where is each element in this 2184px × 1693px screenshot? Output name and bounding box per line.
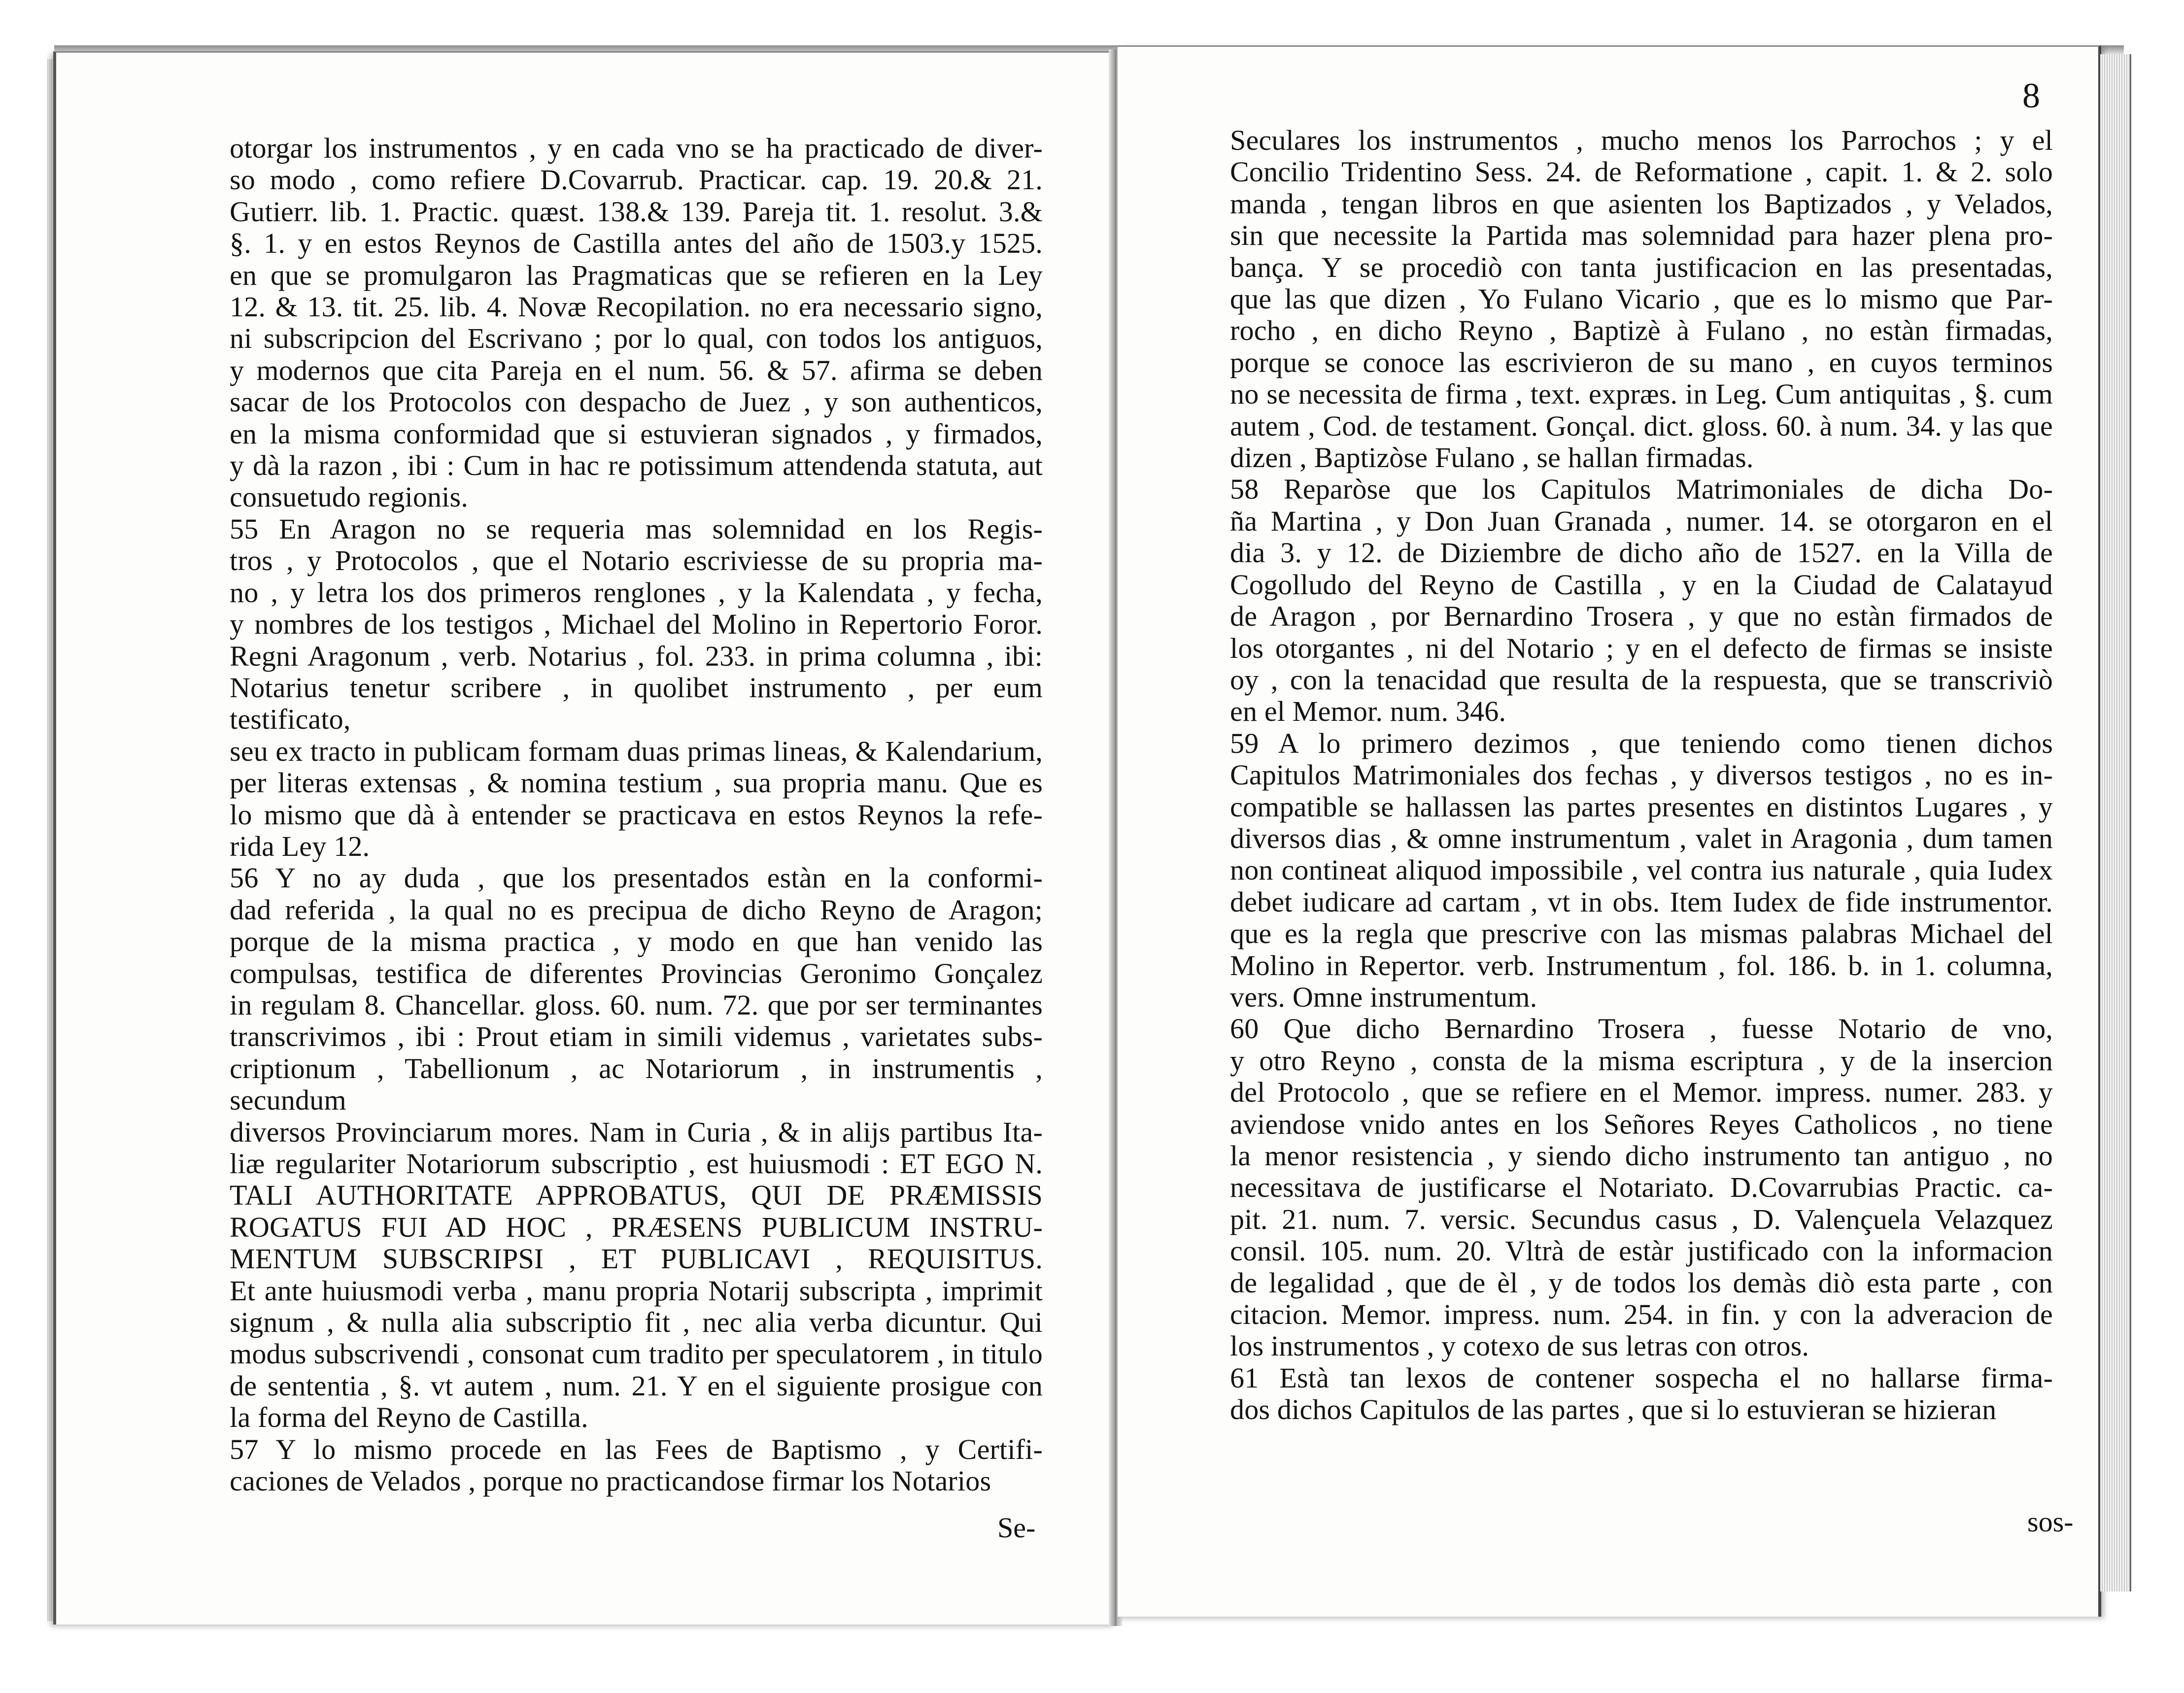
left-page-text-line: seu ex tracto in publicam formam duas primas lineas, & Kalendarium,	[230, 735, 1043, 767]
right-page-edges	[2100, 54, 2131, 1591]
left-page-text-line: y dà la razon , ibi : Cum in hac re potissimum attendenda statuta, aut	[230, 449, 1043, 482]
right-page-text-line: oy , con la tenacidad que resulta de la respuesta, que se transcriviò	[1230, 663, 2053, 696]
right-page-text-line: 58 Reparòse que los Capitulos Matrimoniales de dicha Do-	[1230, 473, 2053, 506]
left-page-text-line: no , y letra los dos primeros renglones , y la Kalendata , y fecha,	[230, 576, 1043, 609]
right-page-text-line: Molino in Repertor. verb. Instrumentum , fol. 186. b. in 1. columna,	[1230, 949, 2053, 982]
left-page-text-line: ni subscripcion del Escrivano ; por lo qual, con todos los antiguos,	[230, 322, 1043, 355]
left-page-text-line: en que se promulgaron las Pragmaticas que se refieren en la Ley	[230, 259, 1043, 291]
left-page-text-line: porque de la misma practica , y modo en que han venido las	[230, 925, 1043, 958]
right-page-text-line: no se necessita de firma , text. expræs. in Leg. Cum antiquitas , §. cum	[1230, 378, 2053, 410]
right-page-text-line: manda , tengan libros en que asienten los Baptizados , y Velados,	[1230, 187, 2053, 220]
right-page-text-line: bança. Y se procediò con tanta justificacion en las presentadas,	[1230, 251, 2053, 283]
right-page-text-line: del Protocolo , que se refiere en el Memor. impress. numer. 283. y	[1230, 1076, 2053, 1109]
left-page-text-line: 56 Y no ay duda , que los presentados estàn en la conformi-	[230, 862, 1043, 894]
right-page-text-line: dizen , Baptizòse Fulano , se hallan firmadas.	[1230, 441, 1754, 474]
left-page-text-line: signum , & nulla alia subscriptio fit , nec alia verba dicuntur. Qui	[230, 1306, 1043, 1339]
right-page-text-line: 59 A lo primero dezimos , que teniendo como tienen dichos	[1230, 727, 2053, 759]
left-page-text-line: Notarius tenetur scribere , in quolibet instrumento , per eum testificato,	[230, 671, 1043, 736]
left-page-text-line: rida Ley 12.	[230, 830, 370, 862]
left-page-text-line: ROGATUS FUI AD HOC , PRÆSENS PUBLICUM INSTRU-	[230, 1211, 1043, 1243]
left-page-text-line: 12. & 13. tit. 25. lib. 4. Novæ Recopilation. no era necessario signo,	[230, 291, 1043, 323]
left-page-text-line: y nombres de los testigos , Michael del Molino in Repertorio Foror.	[230, 608, 1043, 641]
left-page-text-line: per literas extensas , & nomina testium , sua propria manu. Que es	[230, 767, 1043, 799]
left-page-text-line: diversos Provinciarum mores. Nam in Curia , & in alijs partibus Ita-	[230, 1116, 1043, 1148]
left-page-text-line: Regni Aragonum , verb. Notarius , fol. 233. in prima columna , ibi:	[230, 640, 1043, 672]
left-page-text-line: TALI AUTHORITATE APPROBATUS, QUI DE PRÆMISSIS	[230, 1179, 1043, 1212]
right-page-text-line: los instrumentos , y cotexo de sus letras con otros.	[1230, 1330, 1809, 1362]
right-page-text-line: citacion. Memor. impress. num. 254. in fin. y con la adveracion de	[1230, 1298, 2053, 1331]
right-page-text-line: compatible se hallassen las partes presentes en distintos Lugares , y	[1230, 790, 2053, 823]
right-page-text-line: Concilio Tridentino Sess. 24. de Reformatione , capit. 1. & 2. solo	[1230, 156, 2053, 188]
left-page-text-line: tros , y Protocolos , que el Notario escriviesse de su propria ma-	[230, 544, 1043, 577]
left-page-text-line: la forma del Reyno de Castilla.	[230, 1401, 588, 1434]
left-page-text-line: consuetudo regionis.	[230, 481, 469, 513]
left-page-text-line: modus subscrivendi , consonat cum tradito per speculatorem , in titulo	[230, 1338, 1043, 1370]
right-page-text-line: de Aragon , por Bernardino Trosera , y que no estàn firmados de	[1230, 600, 2053, 633]
right-page-text-line: sin que necessite la Partida mas solemnidad para hazer plena pro-	[1230, 219, 2053, 252]
left-page-text-line: criptionum , Tabellionum , ac Notariorum , in instrumentis , secundum	[230, 1052, 1043, 1117]
left-page-text-line: y modernos que cita Pareja en el num. 56. & 57. afirma se deben	[230, 354, 1043, 386]
left-page-text-line: in regulam 8. Chancellar. gloss. 60. num. 72. que por ser terminantes	[230, 988, 1043, 1021]
left-page-text-line: so modo , como refiere D.Covarrub. Practicar. cap. 19. 20.& 21.	[230, 164, 1043, 196]
left-catchword: Se-	[997, 1512, 1036, 1544]
left-page-text-line: de sententia , §. vt autem , num. 21. Y en el siguiente prosigue con	[230, 1369, 1043, 1402]
right-page-text-line: 61 Està tan lexos de contener sospecha el no hallarse firma-	[1230, 1361, 2053, 1394]
left-page-text-line: transcrivimos , ibi : Prout etiam in simili videmus , varietates subs-	[230, 1020, 1043, 1053]
right-page-text-line: de legalidad , que de èl , y de todos los demàs diò esta parte , con	[1230, 1266, 2053, 1299]
left-page-text-line: otorgar los instrumentos , y en cada vno se ha practicado de diver-	[230, 132, 1043, 164]
right-page-text-line: rocho , en dicho Reyno , Baptizè à Fulano , no estàn firmadas,	[1230, 314, 2053, 347]
right-page-text-line: dia 3. y 12. de Diziembre de dicho año de 1527. en la Villa de	[1230, 537, 2053, 569]
right-page-text-line: que es la regla que prescrive con las mismas palabras Michael del	[1230, 917, 2053, 950]
right-page-text-line: los otorgantes , ni del Notario ; y en el defecto de firmas se insiste	[1230, 632, 2053, 664]
left-page-text-line: lo mismo que dà à entender se practicava en estos Reynos la refe-	[230, 798, 1043, 831]
left-page-text-line: §. 1. y en estos Reynos de Castilla antes del año de 1503.y 1525.	[230, 227, 1043, 260]
left-page-text-line: Et ante huiusmodi verba , manu propria Notarij subscripta , imprimit	[230, 1274, 1043, 1307]
right-page-text-line: Seculares los instrumentos , mucho menos los Parrochos ; y el	[1230, 124, 2053, 156]
right-page-text-line: pit. 21. num. 7. versic. Secundus casus , D. Valençuela Velazquez	[1230, 1203, 2053, 1235]
left-page-text-line: 55 En Aragon no se requeria mas solemnidad en los Regis-	[230, 512, 1043, 545]
right-page-text-line: non contineat aliquod impossibile , vel contra ius naturale , quia Iudex	[1230, 854, 2053, 886]
right-catchword: sos-	[2027, 1506, 2074, 1538]
left-page-text-line: dad referida , la qual no es precipua de dicho Reyno de Aragon;	[230, 893, 1043, 926]
left-page-text-line: caciones de Velados , porque no practicandose firmar los Notarios	[230, 1465, 991, 1497]
right-page-text-line: 60 Que dicho Bernardino Trosera , fuesse Notario de vno,	[1230, 1013, 2053, 1045]
left-page-text-line: Gutierr. lib. 1. Practic. quæst. 138.& 139. Pareja tit. 1. resolut. 3.&	[230, 195, 1043, 228]
right-page-text-line: Cogolludo del Reyno de Castilla , y en la Ciudad de Calatayud	[1230, 568, 2053, 601]
left-page-text-line: MENTUM SUBSCRIPSI , ET PUBLICAVI , REQUISITUS.	[230, 1243, 1043, 1275]
right-page-text-line: autem , Cod. de testament. Gonçal. dict. gloss. 60. à num. 34. y las que	[1230, 409, 2053, 442]
right-page-text-line: consil. 105. num. 20. Vltrà de estàr justificado con la informacion	[1230, 1235, 2053, 1267]
right-page-text-line: necessitava de justificarse el Notariato. D.Covarrubias Practic. ca-	[1230, 1171, 2053, 1204]
left-page	[53, 51, 1116, 1625]
right-page-text-line: y otro Reyno , consta de la misma escriptura , y de la insercion	[1230, 1044, 2053, 1077]
left-page-text	[230, 133, 1043, 1497]
right-page-text-line: debet iudicare ad cartam , vt in obs. Item Iudex de fide instrumentor.	[1230, 885, 2053, 918]
left-page-text-line: liæ regulariter Notariorum subscriptio , est huiusmodi : ET EGO N.	[230, 1148, 1043, 1180]
right-page-text-line: la menor resistencia , y siendo dicho instrumento tan antiguo , no	[1230, 1140, 2053, 1172]
left-page-text-line: compulsas, testifica de diferentes Provincias Geronimo Gonçalez	[230, 957, 1043, 989]
right-page-text-line: que las que dizen , Yo Fulano Vicario , que es lo mismo que Par-	[1230, 283, 2053, 315]
right-page-text-line: ña Martina , y Don Juan Granada , numer. 14. se otorgaron en el	[1230, 505, 2053, 537]
right-page-text-line: Capitulos Matrimoniales dos fechas , y diversos testigos , no es in-	[1230, 759, 2053, 791]
left-page-text-line: 57 Y lo mismo procede en las Fees de Baptismo , y Certifi-	[230, 1433, 1043, 1465]
right-page-text-line: aviendose vnido antes en los Señores Reyes Catholicos , no tiene	[1230, 1108, 2053, 1140]
right-page-text-line: en el Memor. num. 346.	[1230, 695, 1506, 728]
right-page	[1118, 45, 2101, 1617]
right-page-text-line: dos dichos Capitulos de las partes , que si lo estuvieran se hizieran	[1230, 1393, 1997, 1426]
right-page-text-line: porque se conoce las escrivieron de su mano , en cuyos terminos	[1230, 346, 2053, 378]
left-page-text-line: sacar de los Protocolos con despacho de Juez , y son authenticos,	[230, 386, 1043, 418]
right-page-text-line: diversos dias , & omne instrumentum , valet in Aragonia , dum tamen	[1230, 822, 2053, 854]
page-number: 8	[2022, 76, 2040, 115]
right-page-text-line: vers. Omne instrumentum.	[1230, 981, 1537, 1013]
right-page-text	[1230, 125, 2053, 1426]
left-page-text-line: en la misma conformidad que si estuvieran signados , y firmados,	[230, 417, 1043, 450]
